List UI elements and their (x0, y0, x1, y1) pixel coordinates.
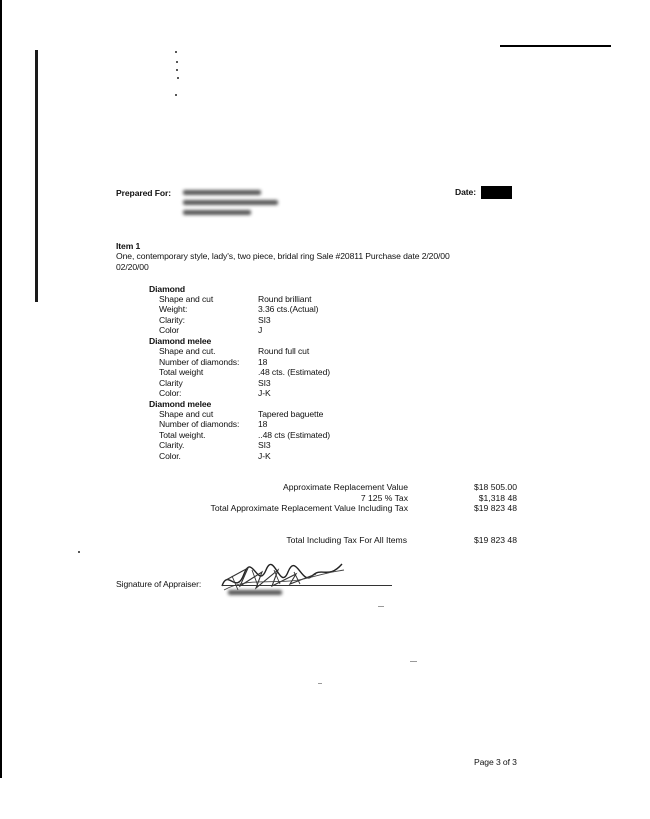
section-heading-diamond: Diamond (149, 284, 186, 294)
total-incl-tax-label: Total Approximate Replacement Value Including Tax (210, 503, 408, 513)
page-edge (0, 0, 2, 778)
scan-speck (175, 51, 177, 53)
spec-value: 3.36 cts.(Actual) (258, 304, 319, 314)
spec-value: ..48 cts (Estimated) (258, 430, 331, 440)
binding-mark (35, 50, 38, 302)
section-heading-melee: Diamond melee (149, 399, 212, 409)
spec-label: Number of diamonds: (159, 357, 240, 367)
spec-value: J (258, 325, 263, 335)
spec-value: Round full cut (258, 346, 310, 356)
scan-artifact (410, 661, 417, 662)
prepared-for-label: Prepared For: (116, 188, 172, 198)
total-incl-tax-value: $19 823 48 (473, 503, 517, 513)
top-rule (500, 45, 611, 47)
spec-value: SI3 (258, 315, 271, 325)
scan-artifact (318, 683, 322, 684)
spec-value: J-K (258, 451, 271, 461)
spec-label: Shape and cut (159, 294, 214, 304)
section-heading-melee: Diamond melee (149, 336, 212, 346)
redacted-address (183, 200, 278, 205)
replacement-value-label: Approximate Replacement Value (283, 482, 408, 492)
tax-label: 7 125 % Tax (360, 493, 408, 503)
scan-speck (177, 77, 179, 79)
scan-speck (176, 69, 178, 71)
signature-line (222, 585, 392, 586)
spec-label: Total weight. (159, 430, 206, 440)
replacement-value: $18 505.00 (473, 482, 517, 492)
spec-label: Shape and cut. (159, 346, 216, 356)
item-title: Item 1 (116, 241, 141, 251)
spec-value: .48 cts. (Estimated) (258, 367, 331, 377)
scan-speck (175, 94, 177, 96)
spec-value: SI3 (258, 378, 271, 388)
redacted-appraiser-name (228, 590, 282, 595)
scan-artifact (378, 606, 384, 607)
date-label: Date: (455, 187, 476, 197)
all-items-total-label: Total Including Tax For All Items (286, 535, 407, 545)
spec-value: SI3 (258, 440, 271, 450)
spec-label: Clarity: (159, 315, 185, 325)
spec-label: Color. (159, 451, 181, 461)
item-description-cont: 02/20/00 (116, 262, 149, 272)
spec-label: Clarity. (159, 440, 185, 450)
spec-value: J-K (258, 388, 271, 398)
scan-speck (176, 61, 178, 63)
page-number: Page 3 of 3 (474, 757, 517, 767)
redacted-name (183, 190, 261, 195)
all-items-total-value: $19 823 48 (473, 535, 517, 545)
scan-speck (78, 551, 80, 553)
spec-label: Color (159, 325, 180, 335)
spec-value: Round brilliant (258, 294, 312, 304)
spec-label: Weight: (159, 304, 188, 314)
item-description: One, contemporary style, lady's, two piece, bridal ring Sale #20811 Purchase date 2/20/00 (116, 251, 450, 261)
spec-label: Total weight (159, 367, 204, 377)
spec-label: Clarity (159, 378, 183, 388)
spec-value: Tapered baguette (258, 409, 324, 419)
signature-label: Signature of Appraiser: (116, 579, 202, 589)
redacted-city (183, 210, 251, 215)
spec-label: Color: (159, 388, 182, 398)
spec-value: 18 (258, 419, 268, 429)
redacted-date (481, 186, 512, 199)
spec-label: Number of diamonds: (159, 419, 240, 429)
spec-label: Shape and cut (159, 409, 214, 419)
tax-value: $1,318 48 (478, 493, 517, 503)
spec-value: 18 (258, 357, 268, 367)
